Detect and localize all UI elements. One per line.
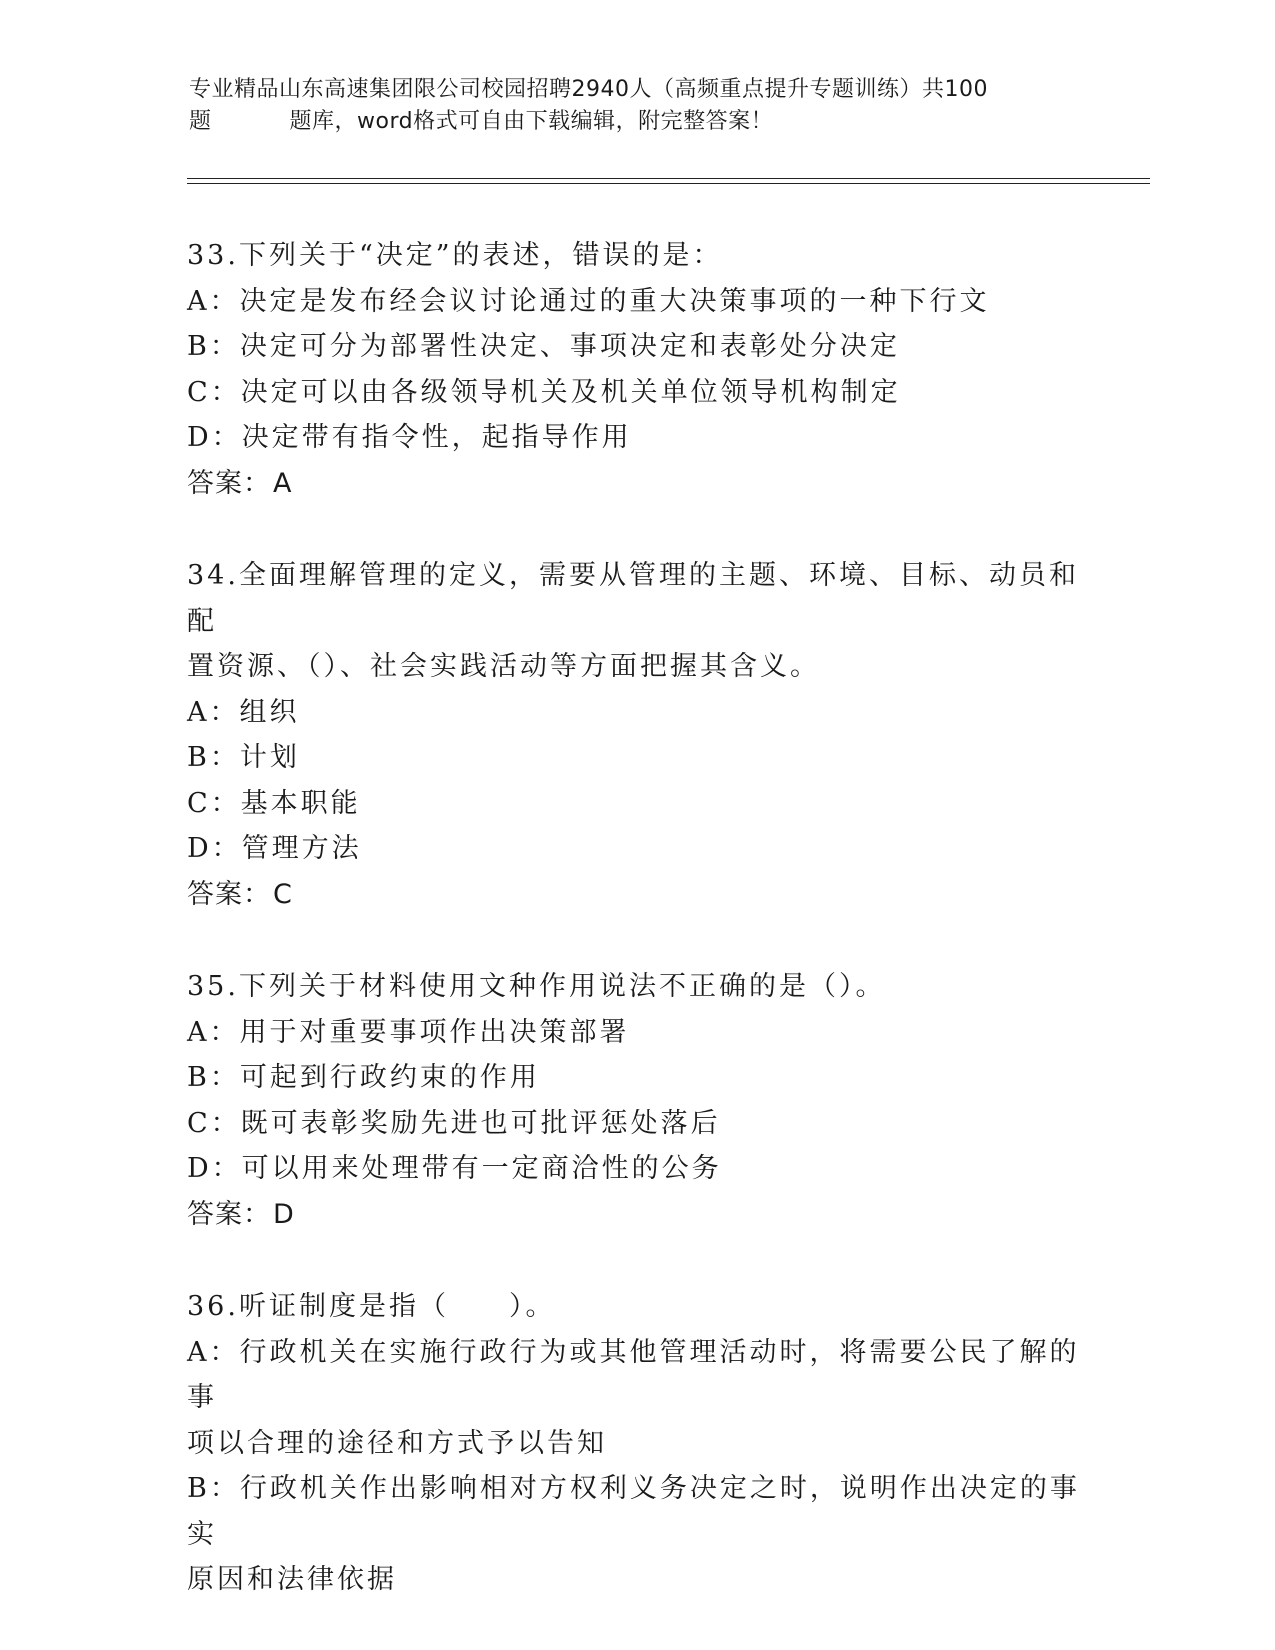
answer bbox=[187, 872, 1087, 918]
answer bbox=[187, 461, 1087, 507]
document-header bbox=[189, 74, 1069, 138]
header-divider-bottom bbox=[187, 183, 1150, 184]
question-34 bbox=[187, 553, 1087, 917]
header-divider-top bbox=[187, 178, 1150, 179]
header-line-2-left: 题 bbox=[189, 109, 212, 134]
answer-value: A bbox=[273, 467, 293, 499]
option-c: C：基本职能 bbox=[187, 787, 361, 819]
question-stem-line-2: 置资源、（）、社会实践活动等方面把握其含义。 bbox=[187, 651, 820, 682]
option-d: D：决定带有指令性，起指导作用 bbox=[187, 422, 632, 453]
option-b: B：决定可分为部署性决定、事项决定和表彰处分决定 bbox=[187, 331, 900, 362]
option-b: B：可起到行政约束的作用 bbox=[187, 1062, 540, 1093]
question-list bbox=[187, 233, 1087, 1603]
option-b-line-2: 原因和法律依据 bbox=[187, 1564, 397, 1595]
answer bbox=[187, 1192, 1087, 1238]
question-stem: 33.下列关于“决定”的表述，错误的是： bbox=[187, 240, 723, 271]
answer-label: 答案： bbox=[187, 878, 271, 910]
question-stem: 35.下列关于材料使用文种作用说法不正确的是（）。 bbox=[187, 971, 886, 1002]
option-a-line-1: A：行政机关在实施行政行为或其他管理活动时，将需要公民了解的事 bbox=[187, 1336, 1080, 1413]
header-line-1: 专业精品山东高速集团限公司校园招聘2940人（高频重点提升专题训练）共100 bbox=[189, 77, 988, 102]
answer-value: D bbox=[273, 1198, 295, 1230]
question-36 bbox=[187, 1284, 1087, 1603]
option-c: C：决定可以由各级领导机关及机关单位领导机构制定 bbox=[187, 376, 901, 408]
option-a: A：决定是发布经会议讨论通过的重大决策事项的一种下行文 bbox=[187, 285, 990, 317]
question-stem-line-1: 34.全面理解管理的定义，需要从管理的主题、环境、目标、动员和配 bbox=[187, 560, 1079, 637]
answer-label: 答案： bbox=[187, 1198, 271, 1230]
option-b-line-1: B：行政机关作出影响相对方权利义务决定之时，说明作出决定的事实 bbox=[187, 1473, 1080, 1550]
option-a: A：组织 bbox=[187, 696, 300, 728]
answer-value: C bbox=[273, 878, 293, 910]
option-b: B：计划 bbox=[187, 742, 300, 773]
option-a-line-2: 项以合理的途径和方式予以告知 bbox=[187, 1427, 607, 1459]
header-line-2 bbox=[189, 106, 1069, 138]
answer-label: 答案： bbox=[187, 467, 271, 499]
header-line-2-right: 题库，word格式可自由下载编辑，附完整答案！ bbox=[289, 109, 774, 134]
question-stem: 36.听证制度是指（ ）。 bbox=[187, 1291, 556, 1322]
option-d: D：可以用来处理带有一定商洽性的公务 bbox=[187, 1153, 722, 1184]
option-d: D：管理方法 bbox=[187, 833, 362, 864]
option-a: A：用于对重要事项作出决策部署 bbox=[187, 1016, 630, 1048]
question-33 bbox=[187, 233, 1087, 506]
option-c: C：既可表彰奖励先进也可批评惩处落后 bbox=[187, 1107, 721, 1139]
question-35 bbox=[187, 964, 1087, 1237]
